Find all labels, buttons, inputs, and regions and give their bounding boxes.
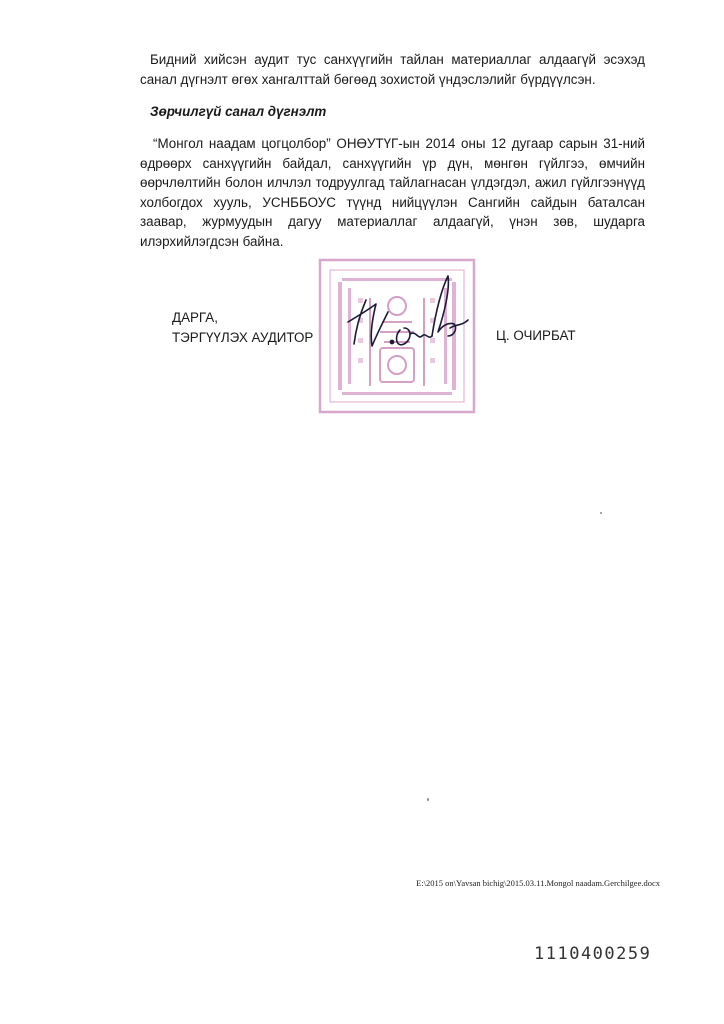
scan-speck	[600, 512, 602, 514]
document-number: 1110400259	[534, 944, 652, 964]
signer-name: Ц. ОЧИРБАТ	[496, 328, 576, 343]
file-path: E:\2015 on\Yavsan bichig\2015.03.11.Mongol naadam.Gerchilgee.docx	[416, 878, 660, 888]
signer-title-line1: ДАРГА,	[172, 310, 218, 325]
scan-speck	[427, 798, 429, 801]
signer-title-line2: ТЭРГҮҮЛЭХ АУДИТОР	[172, 330, 314, 345]
opinion-paragraph: “Монгол наадам цогцолбор” ОНӨУТҮГ-ын 2014 оны 12 дугаар сарын 31-ний өдрөөрх санхүүгийн байдал, санхүүгийн үр дүн, мөнгөн гүйлгээ, өмчийн өөрчлөлтийн болон илчлэл тодруулгад тайлагнасан үлдэгдэл, ажил гүйлгээнүүд холбогдох хууль, УСНББОУС түүнд нийцүүлэн Сангийн сайдын баталсан заавар, журмуудын дагуу материаллаг алдаагүй, үнэн зөв, шударга илэрхийлэгдсэн байна.	[140, 136, 645, 249]
signer-title	[172, 308, 313, 348]
audit-basis-paragraph: Бидний хийсэн аудит тус санхүүгийн тайлан материаллаг алдаагүй эсэхэд санал дүгнэлт өгөх хангалттай бөгөөд зохистой үндэслэлийг бүрдүүлсэн.	[140, 52, 645, 87]
handwritten-signature	[338, 270, 478, 360]
opinion-heading: Зөрчилгүй санал дүгнэлт	[150, 104, 327, 119]
